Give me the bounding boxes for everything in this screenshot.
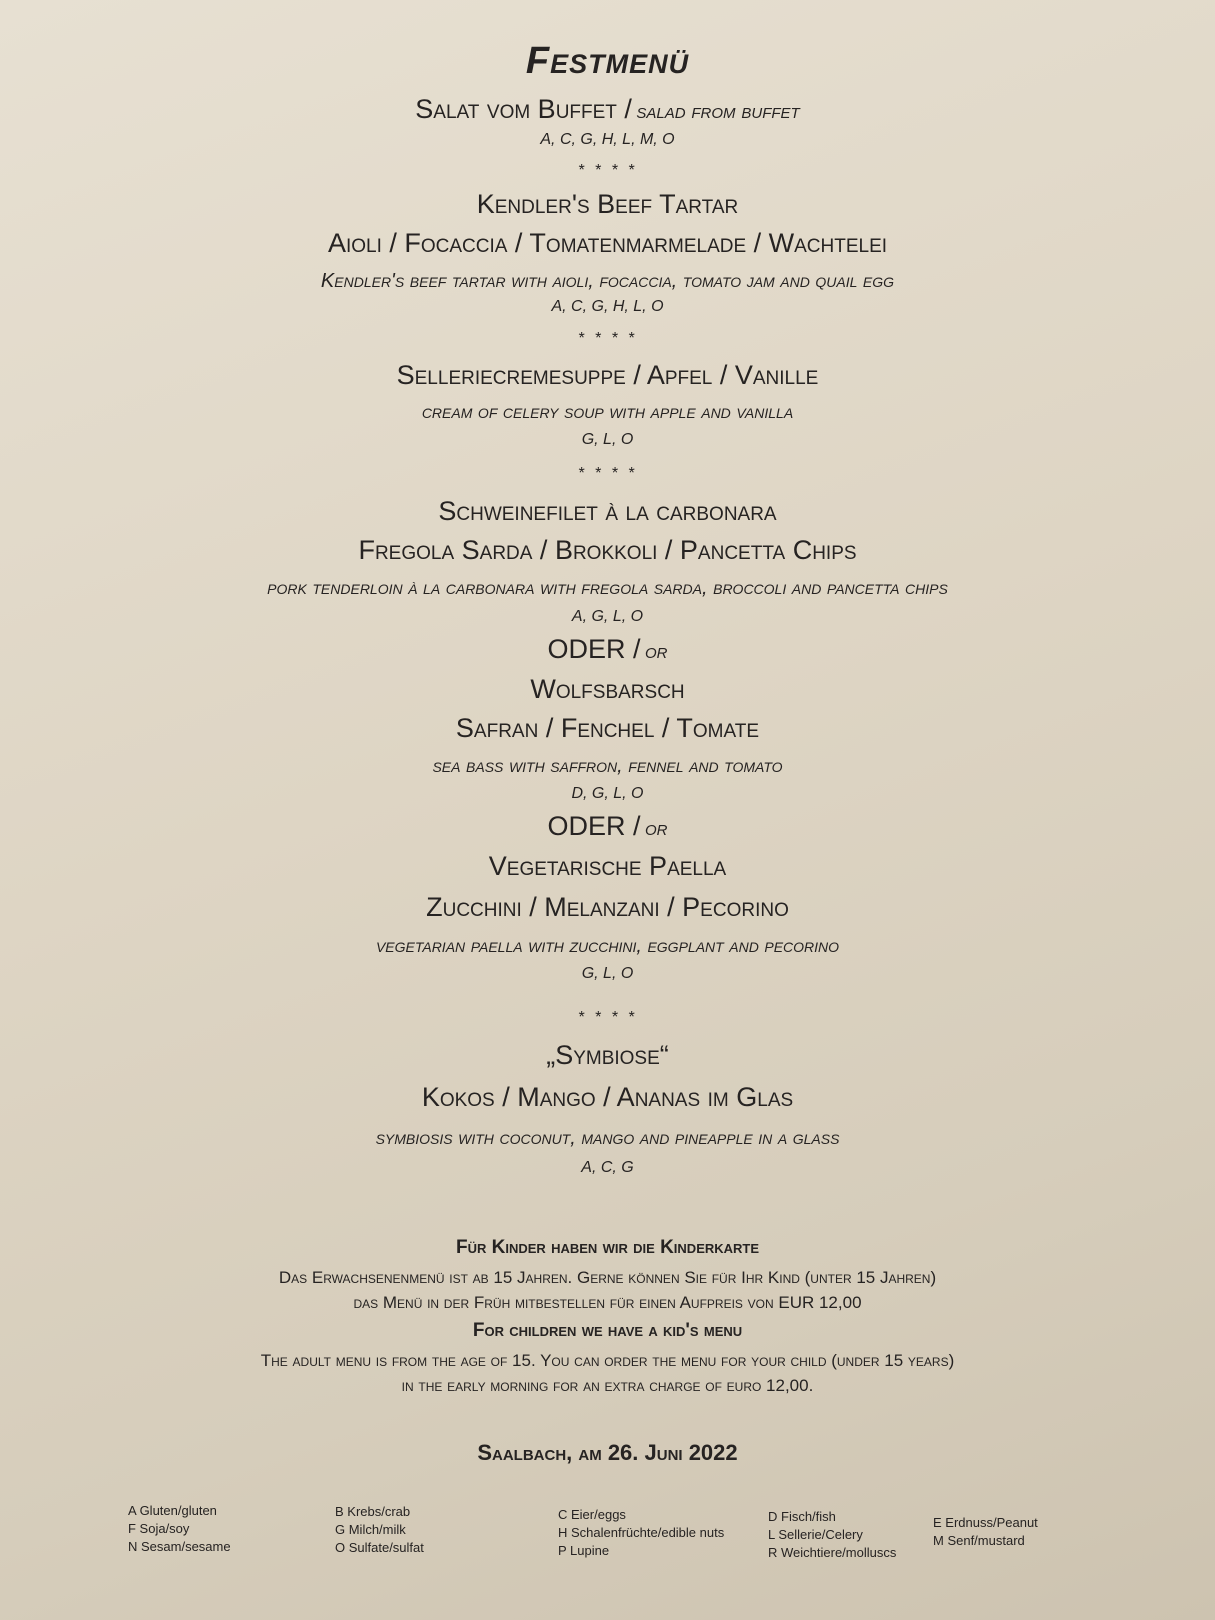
course3-english: cream of celery soup with apple and vanilla [421,401,794,423]
course4a-sides: Fregola Sarda / Brokkoli / Pancetta Chips [358,535,857,565]
course5-name: „Symbiose“ [546,1040,669,1070]
kids-text-en-1: The adult menu is from the age of 15. You can order the menu for your child (under 15 years) [260,1351,955,1370]
course4a-name: Schweinefilet à la carbonara [438,496,777,526]
course4c-name: Vegetarische Paella [488,851,727,881]
course2-name: Kendler's Beef Tartar [476,189,739,219]
course4c-english: vegetarian paella with zucchini, eggplant and pecorino [375,935,840,957]
kids-text-en-2: in the early morning for an extra charge of euro 12,00. [401,1376,814,1395]
separator: * * * * [577,465,638,482]
course5-allergens: A, C, G [581,1159,634,1176]
course4b-sides: Safran / Fenchel / Tomate [455,713,760,743]
menu-title: Festmenü [525,40,690,82]
course1-name: Salat vom Buffet / [415,94,632,124]
course3-allergens: G, L, O [581,431,634,448]
course4b-english: sea bass with saffron, fennel and tomato [432,755,783,777]
kids-heading-de: Für Kinder haben wir die Kinderkarte [455,1237,760,1258]
legend-item: N Sesam/sesame [128,1539,231,1554]
course2-english: Kendler's beef tartar with aioli, focaccia, tomato jam and quail egg [320,270,895,292]
legend-item: R Weichtiere/molluscs [768,1545,897,1560]
separator: * * * * [577,330,638,347]
allergen-legend-col2 [335,1503,424,1557]
course2-allergens: A, C, G, H, L, O [551,298,664,315]
course5-sides: Kokos / Mango / Ananas im Glas [421,1082,794,1112]
course1-line [0,94,1215,125]
allergen-legend-col4 [768,1508,896,1562]
kids-text-de-2: das Menü in der Früh mitbestellen für einen Aufpreis von EUR 12,00 [353,1293,862,1312]
legend-item: O Sulfate/sulfat [335,1540,424,1555]
course1-english: salad from buffet [636,100,800,123]
oder-line [0,634,1215,665]
legend-item: B Krebs/crab [335,1504,411,1519]
legend-item: H Schalenfrüchte/edible nuts [558,1525,725,1540]
course1-allergens: A, C, G, H, L, M, O [540,131,675,148]
allergen-legend-col3 [558,1506,724,1560]
course4b-name: Wolfsbarsch [530,674,685,704]
legend-item: G Milch/milk [335,1522,406,1537]
legend-item: L Sellerie/Celery [768,1527,863,1542]
course3-name: Selleriecremesuppe / Apfel / Vanille [396,360,819,390]
menu-date: Saalbach, am 26. Juni 2022 [477,1440,738,1465]
or-label: or [644,640,668,663]
allergen-legend-col5 [933,1514,1038,1550]
course5-english: symbiosis with coconut, mango and pineapple in a glass [375,1127,840,1149]
course4a-english: pork tenderloin à la carbonara with fregola sarda, broccoli and pancetta chips [267,577,948,599]
course4a-allergens: A, G, L, O [571,608,644,625]
or-label: or [644,817,668,840]
legend-item: A Gluten/gluten [128,1503,217,1518]
oder-label: ODER / [547,634,641,664]
oder-label: ODER / [547,811,641,841]
course2-sides: Aioli / Focaccia / Tomatenmarmelade / Wachtelei [327,228,888,258]
course4c-sides: Zucchini / Melanzani / Pecorino [426,892,789,922]
course4b-allergens: D, G, L, O [571,785,644,802]
legend-item: C Eier/eggs [558,1507,626,1522]
separator: * * * * [577,1009,638,1026]
kids-heading-en: For children we have a kid's menu [472,1320,743,1341]
legend-item: F Soja/soy [128,1521,190,1536]
allergen-legend-col1 [128,1502,231,1556]
oder-line [0,811,1215,842]
legend-item: E Erdnuss/Peanut [933,1515,1038,1530]
kids-text-de-1: Das Erwachsenenmenü ist ab 15 Jahren. Gerne können Sie für Ihr Kind (unter 15 Jahren) [278,1268,937,1287]
legend-item: P Lupine [558,1543,610,1558]
legend-item: M Senf/mustard [933,1533,1025,1548]
legend-item: D Fisch/fish [768,1509,836,1524]
separator: * * * * [577,162,638,179]
course4c-allergens: G, L, O [581,965,634,982]
